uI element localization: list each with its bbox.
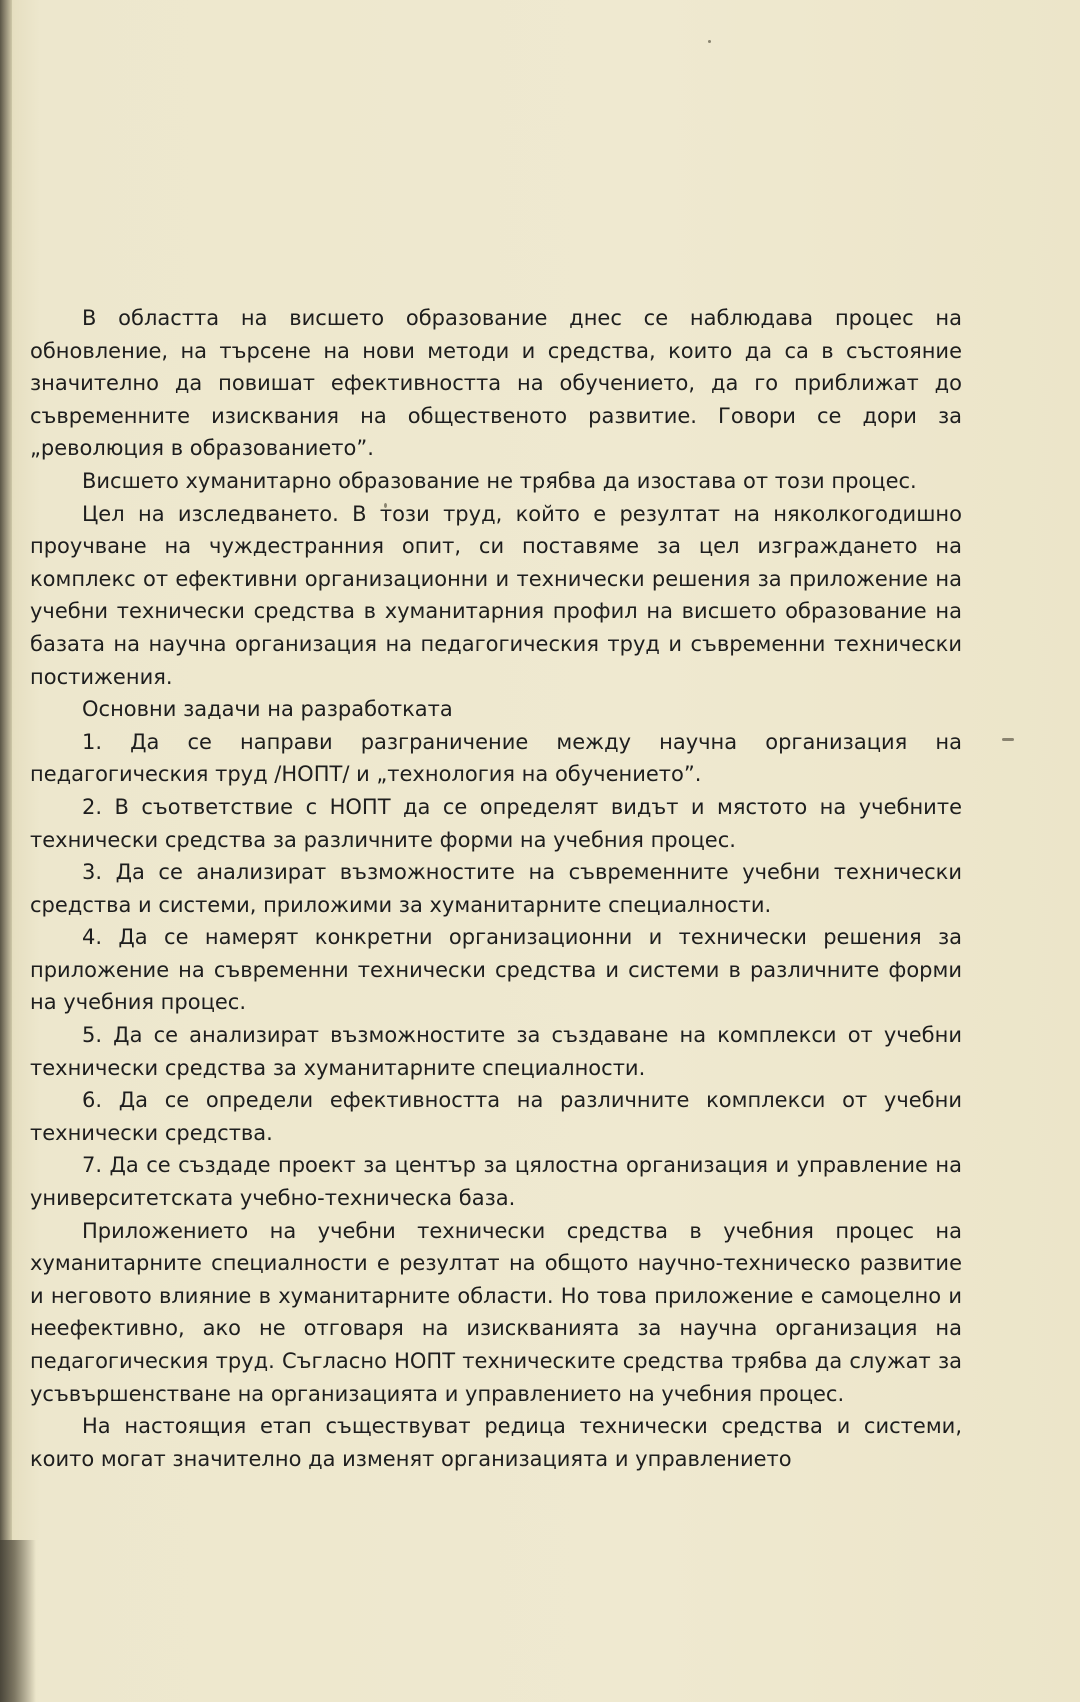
page-binding-edge — [0, 0, 12, 1702]
paragraph-research-goal: Цел на изследването. В този труд, който е резултат на няколкогодишно проучване на чуждестранния опит, си поставяме за цел изграждането на комплекс от ефективни организационни и технически решения за приложение на учебни технически средства в хуманитарния профил на висшето образование на базата на научна организация на педагогическия труд и съвременни технически постижения. — [30, 501, 962, 689]
task-item-4: 4. Да се намерят конкретни организационни и технически решения за приложение на съвременни технически средства и системи в различните форми на учебния процес. — [30, 925, 962, 1015]
task-item-3: 3. Да се анализират възможностите на съвременните учебни технически средства и системи, приложими за хуманитарните специалности. — [30, 860, 962, 917]
paragraph-application: Приложението на учебни технически средства в учебния процес на хуманитарните специалности е резултат на общото научно-техническо развитие и неговото влияние в хуманитарните области. Но това приложение е самоцелно и неефективно, ако не отговаря на изискванията за научна организация на педагогическия труд. Съгласно НОПТ техническите средства трябва да служат за усъвършенстване на организацията и управлението на учебния процес. — [30, 1218, 962, 1406]
paragraph-tasks-heading: Основни задачи на разработката — [82, 697, 453, 722]
paragraph-humanities: Висшето хуманитарно образование не трябва да изостава от този процес. — [82, 468, 917, 493]
task-item-6: 6. Да се определи ефективността на различните комплекси от учебни технически средства. — [30, 1088, 962, 1145]
page-binding-shadow — [0, 1540, 36, 1702]
paper-speck — [1002, 738, 1014, 741]
task-item-7: 7. Да се създаде проект за център за цялостна организация и управление на университетската учебно-техническа база. — [30, 1153, 962, 1211]
task-item-5: 5. Да се анализират възможностите за създаване на комплекси от учебни технически средства за хуманитарните специалности. — [30, 1023, 962, 1080]
task-item-1: 1. Да се направи разграничение между научна организация на педагогическия труд /НОПТ/ и „технология на обучението”. — [30, 729, 962, 787]
paper-speck — [708, 40, 711, 43]
paragraph-intro: В областта на висшето образование днес се наблюдава процес на обновление, на търсене на нови методи и средства, които да са в състояние значително да повишат ефективността на обучението, да го приближат до съвременните изисквания на общественото развитие. Говори се дори за „революция в образованието”. — [30, 306, 962, 461]
paragraph-current-stage: На настоящия етап съществуват редица технически средства и системи, които могат значително да изменят организацията и управлението — [30, 1414, 962, 1471]
task-item-2: 2. В съответствие с НОПТ да се определят видът и мястото на учебните технически средства за различните форми на учебния процес. — [30, 794, 962, 852]
page-text — [30, 302, 962, 1475]
